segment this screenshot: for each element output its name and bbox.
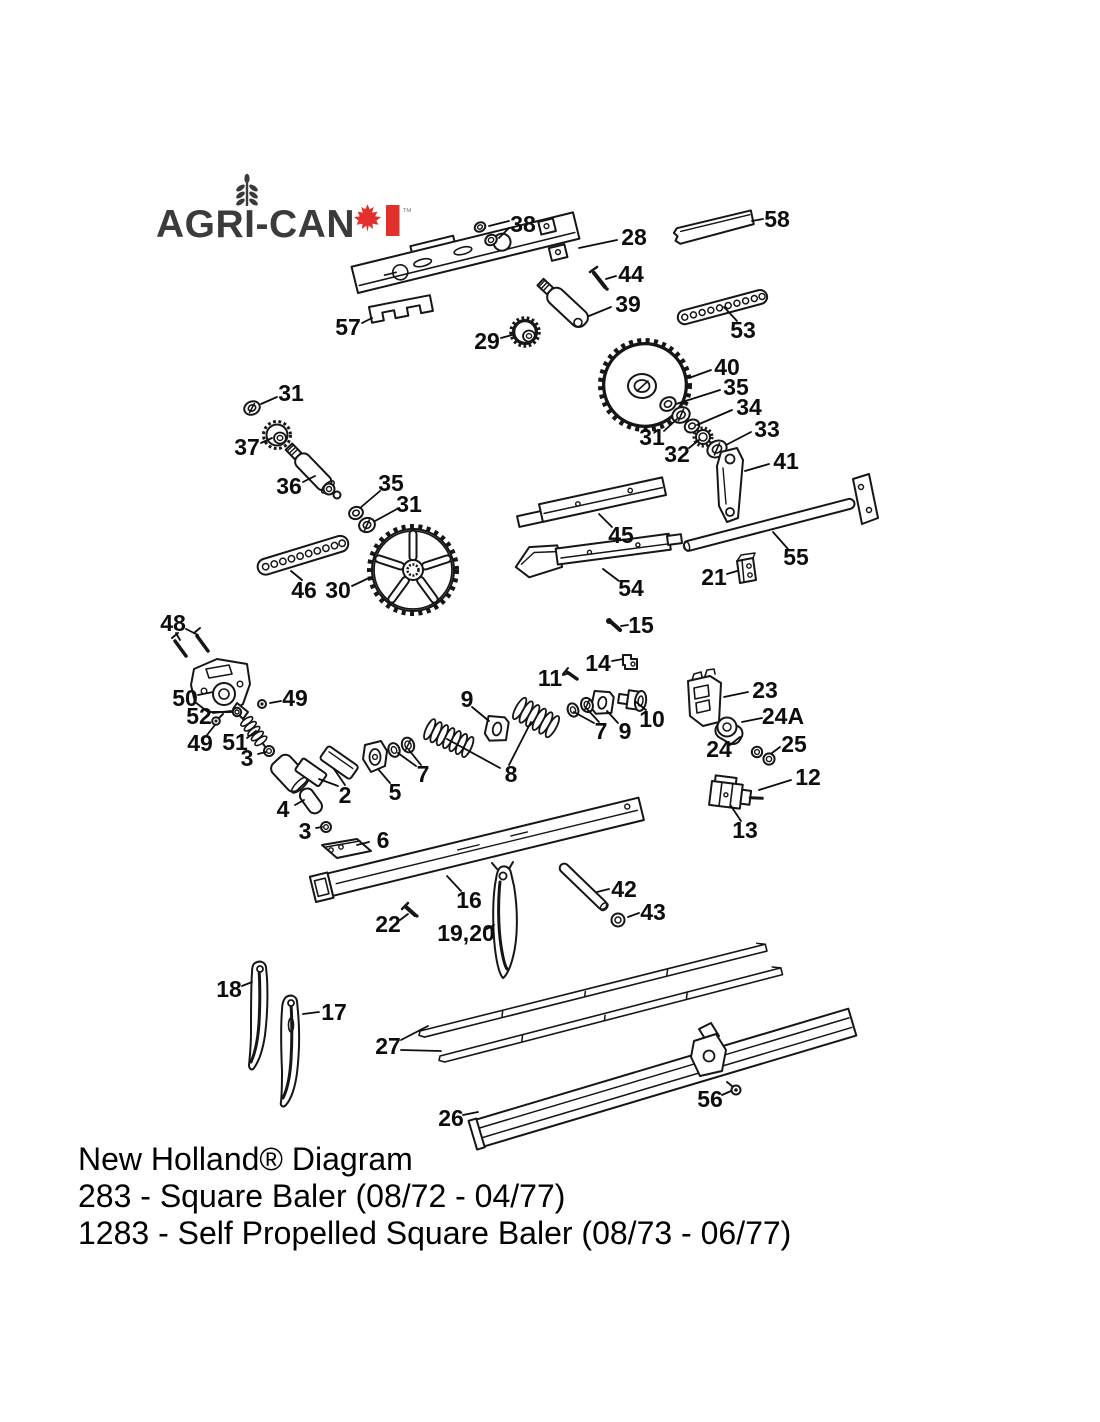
part-12-13-knife-head — [709, 775, 764, 811]
part-label-30: 30 — [325, 577, 351, 603]
leader-line-30 — [352, 578, 369, 586]
leader-line-21 — [727, 571, 737, 574]
part-label-38: 38 — [510, 211, 536, 237]
part-label-40: 40 — [714, 354, 740, 380]
part-8-spring-left — [422, 718, 476, 759]
maple-leaf-icon — [354, 204, 381, 232]
part-label-42: 42 — [611, 876, 637, 902]
part-22-screw — [402, 903, 419, 918]
part-label-9: 9 — [618, 718, 632, 744]
part-label-48: 48 — [160, 610, 186, 636]
part-54-channel-arm — [513, 527, 683, 579]
part-57-notched-plate — [369, 295, 433, 323]
leader-line-35 — [360, 491, 380, 508]
part-21-clip — [737, 553, 756, 583]
part-label-35: 35 — [378, 470, 404, 496]
caption-line-1: New Holland® Diagram — [78, 1141, 413, 1177]
part-49-bolt-upper — [258, 700, 266, 708]
leader-line-9 — [607, 711, 618, 723]
part-29-gear — [511, 318, 539, 346]
leader-line-31 — [261, 397, 277, 404]
part-label-6: 6 — [376, 827, 390, 853]
part-label-7: 7 — [416, 761, 430, 787]
leader-line-39 — [589, 307, 611, 316]
part-label-2: 2 — [338, 782, 352, 808]
leader-line-25 — [772, 747, 780, 753]
part-label-57: 57 — [335, 314, 361, 340]
part-label-9: 9 — [460, 686, 474, 712]
part-label-51: 51 — [222, 729, 248, 755]
part-label-41: 41 — [773, 448, 799, 474]
part-label-17: 17 — [321, 999, 347, 1025]
part-37-gear — [264, 422, 291, 449]
part-14-keeper — [623, 655, 637, 669]
part-label-11: 11 — [537, 665, 563, 691]
leader-line-28 — [579, 240, 617, 248]
part-label-32: 32 — [664, 441, 690, 467]
part-label-18: 18 — [216, 976, 242, 1002]
agri-can-logo — [156, 174, 412, 246]
leader-line-40 — [689, 370, 711, 378]
part-label-31: 31 — [639, 424, 665, 450]
leader-line-31 — [375, 509, 397, 521]
part-9-retainer-right — [590, 689, 616, 717]
part-49-bolt-lower — [212, 714, 223, 725]
part-25-washers — [752, 747, 775, 765]
leader-line-38 — [489, 221, 509, 226]
part-label-58: 58 — [764, 206, 790, 232]
trademark-symbol: ™ — [402, 207, 412, 218]
part-label-50: 50 — [172, 685, 198, 711]
leader-line-49 — [270, 701, 281, 703]
part-18-knife — [249, 962, 267, 1070]
part-label-55: 55 — [783, 544, 809, 570]
part-label-54: 54 — [618, 575, 644, 601]
leader-line-24A — [742, 718, 762, 722]
part-label-24: 24 — [706, 736, 732, 762]
part-label-33: 33 — [754, 416, 780, 442]
part-label-56: 56 — [697, 1086, 723, 1112]
leader-line-33 — [726, 432, 751, 445]
part-41-link-arm — [717, 448, 743, 522]
part-label-44: 44 — [618, 261, 644, 287]
leader-line-56 — [722, 1091, 731, 1095]
part-label-49: 49 — [187, 730, 213, 756]
leader-line-3 — [316, 827, 322, 828]
part-label-14: 14 — [585, 650, 611, 676]
logo-text: AGRI-CAN — [156, 203, 355, 246]
part-9-retainer-left — [484, 714, 511, 744]
part-label-5: 5 — [388, 779, 402, 805]
part-label-43: 43 — [640, 899, 666, 925]
part-label-15: 15 — [628, 612, 654, 638]
part-39-pivot-shaft — [534, 276, 591, 331]
part-label-46: 46 — [291, 577, 317, 603]
part-label-45: 45 — [608, 522, 634, 548]
leader-line-27 — [401, 1050, 441, 1051]
part-label-4: 4 — [276, 796, 290, 822]
leader-line-22 — [400, 914, 408, 920]
leader-line-43 — [628, 913, 639, 917]
leader-line-14 — [612, 659, 623, 661]
part-label-7: 7 — [594, 718, 608, 744]
leader-line-34 — [697, 410, 732, 425]
caption-block — [78, 1141, 791, 1252]
flag-bar — [386, 205, 400, 236]
part-label-31: 31 — [278, 380, 304, 406]
part-5-bracket — [363, 741, 387, 772]
part-label-12: 12 — [795, 764, 821, 790]
part-label-21: 21 — [701, 564, 727, 590]
part-label-25: 25 — [781, 731, 807, 757]
part-3-ring-upper — [264, 746, 274, 756]
part-15-screw — [606, 618, 620, 630]
wheat-icon — [235, 174, 259, 207]
leader-line-12 — [759, 780, 791, 790]
part-30-sprocket-wheel — [370, 527, 457, 614]
part-17-knife — [281, 996, 299, 1107]
caption-line-3: 1283 - Self Propelled Square Baler (08/73 - 06/77) — [78, 1215, 792, 1251]
leader-line-54 — [603, 569, 619, 581]
part-26-frame-channel — [469, 1008, 857, 1150]
leader-line-57 — [362, 318, 372, 323]
leader-line-41 — [745, 464, 769, 471]
part-label-26: 26 — [438, 1105, 464, 1131]
part-label-27: 27 — [375, 1033, 401, 1059]
part-label-34: 34 — [736, 394, 762, 420]
part-label-16: 16 — [456, 887, 482, 913]
part-label-3: 3 — [240, 745, 254, 771]
part-label-19,20: 19,20 — [437, 920, 495, 946]
part-46-roller-chain — [256, 534, 351, 577]
part-43-nut — [612, 914, 625, 927]
leader-line-15 — [621, 625, 628, 626]
part-8-spring-right — [510, 696, 561, 739]
part-label-37: 37 — [234, 434, 260, 460]
part-label-52: 52 — [186, 703, 212, 729]
part-label-53: 53 — [730, 317, 756, 343]
part-23-hanger-bracket — [688, 669, 721, 726]
part-label-28: 28 — [621, 224, 647, 250]
leader-line-26 — [463, 1112, 478, 1115]
part-45-channel-bar — [516, 477, 666, 527]
part-19-20-plunger-knife — [492, 862, 517, 978]
leader-line-42 — [597, 889, 609, 892]
part-label-35: 35 — [723, 374, 749, 400]
leader-line-23 — [724, 692, 748, 697]
part-label-36: 36 — [276, 473, 302, 499]
part-label-39: 39 — [615, 291, 641, 317]
part-31-collar-upper-left — [242, 399, 262, 418]
part-6-plate — [322, 839, 371, 858]
part-58-wear-strip — [673, 210, 755, 244]
leader-line-17 — [303, 1012, 319, 1014]
part-52-washer — [233, 708, 241, 716]
leader-line-44 — [606, 276, 616, 279]
part-label-13: 13 — [732, 817, 758, 843]
caption-line-2: 283 - Square Baler (08/72 - 04/77) — [78, 1178, 566, 1214]
part-42-rod — [558, 862, 610, 912]
part-label-31: 31 — [396, 491, 422, 517]
leader-line-9 — [472, 707, 489, 721]
part-label-3: 3 — [298, 818, 312, 844]
part-label-23: 23 — [752, 677, 778, 703]
part-label-29: 29 — [474, 328, 500, 354]
part-label-8: 8 — [504, 761, 518, 787]
leader-line-8 — [509, 722, 531, 765]
part-label-22: 22 — [375, 911, 401, 937]
part-label-10: 10 — [639, 706, 665, 732]
part-label-24A: 24A — [761, 703, 805, 729]
part-label-49: 49 — [282, 685, 308, 711]
